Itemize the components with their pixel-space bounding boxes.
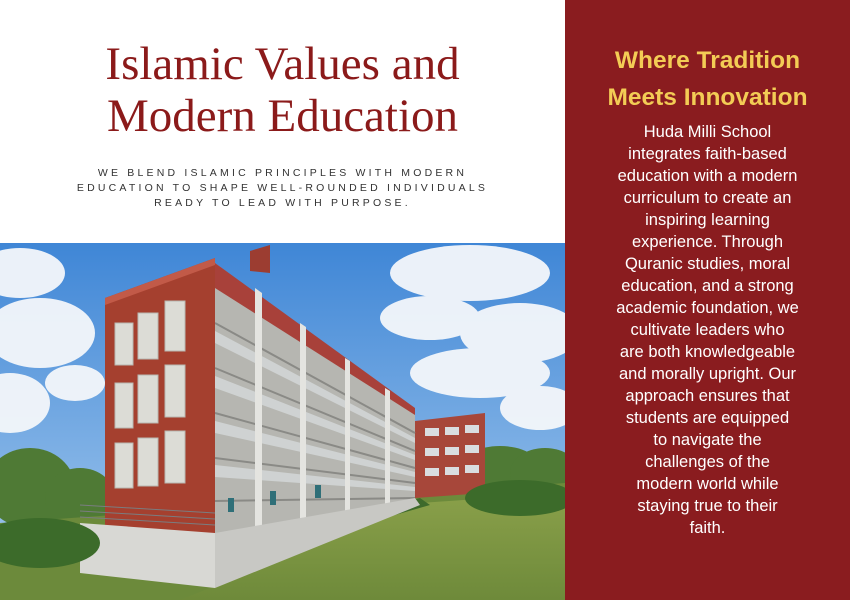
body-line: and morally upright. Our [619,365,796,383]
tagline-line: EDUCATION TO SHAPE WELL-ROUNDED INDIVIDUALS [76,182,489,194]
body-line: staying true to their [637,497,778,515]
body-line: education, and a strong [621,277,794,295]
body-line: students are equipped [625,409,790,427]
page-title [0,38,565,142]
body-line: curriculum to create an [623,189,792,207]
body-line: integrates faith-based [628,145,787,163]
title-line: Modern Education [106,90,459,142]
heading-line: Meets Innovation [607,84,808,111]
panel-body-text [575,121,840,539]
right-panel [565,0,850,600]
body-line: cultivate leaders who [630,321,785,339]
body-line: are both knowledgeable [619,343,796,361]
body-line: Quranic studies, moral [624,255,791,273]
body-line: modern world while [636,475,779,493]
body-line: Huda Milli School [643,123,772,141]
tagline-line: READY TO LEAD WITH PURPOSE. [154,197,411,209]
body-line: approach ensures that [625,387,790,405]
body-line: to navigate the [653,431,762,449]
body-line: experience. Through [631,233,784,251]
body-line: education with a modern [617,167,798,185]
body-line: inspiring learning [645,211,770,229]
tagline [60,166,505,211]
panel-heading [565,42,850,116]
title-line: Islamic Values and [105,38,460,90]
tagline-line: WE BLEND ISLAMIC PRINCIPLES WITH MODERN [97,167,468,179]
heading-line: Where Tradition [614,47,801,74]
body-line: academic foundation, we [616,299,799,317]
body-line: faith. [689,519,726,537]
school-building-photo [0,243,565,600]
body-line: challenges of the [645,453,770,471]
